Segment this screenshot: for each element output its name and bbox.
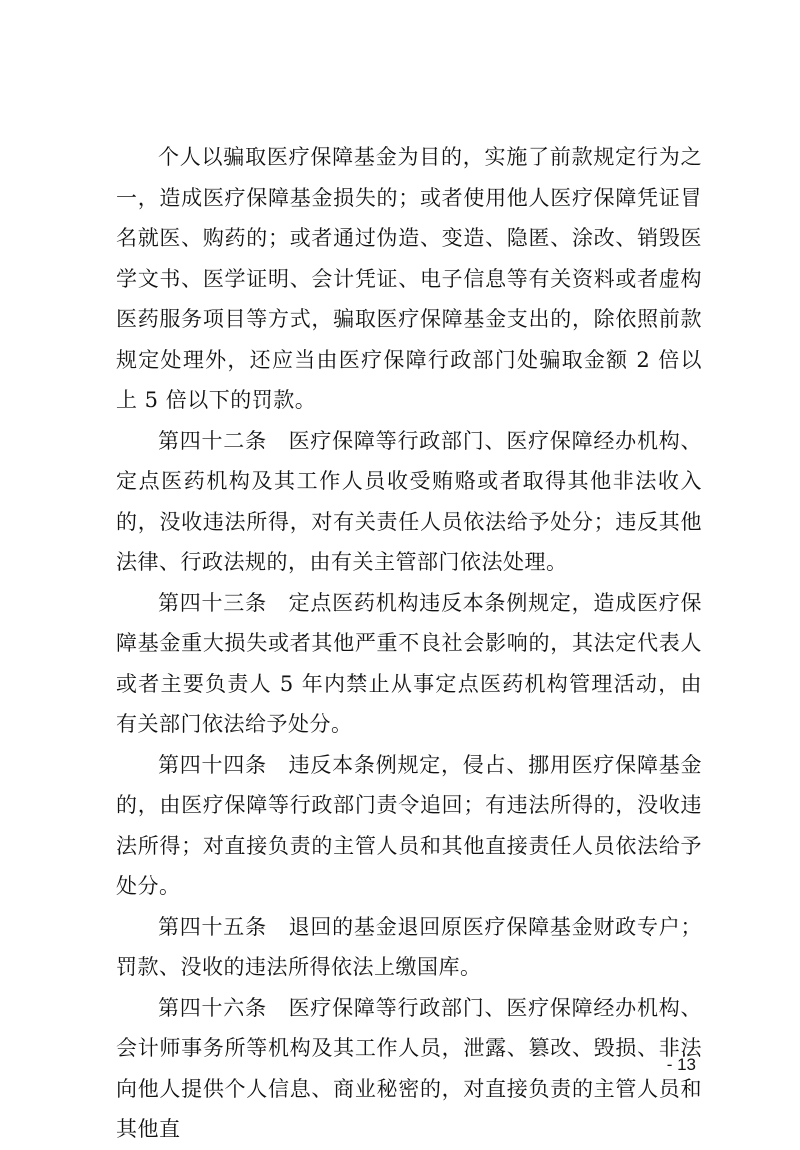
paragraph-fraud-penalty: 个人以骗取医疗保障基金为目的，实施了前款规定行为之一，造成医疗保障基金损失的；或者使用他人医疗保障凭证冒名就医、购药的；或者通过伪造、变造、隐匿、涂改、销毁医学文书、医学证明、会计凭证、电子信息等有关资料或者虚构医药服务项目等方式，骗取医疗保障基金支出的，除依照前款规定处理外，还应当由医疗保障行政部门处骗取金额 2 倍以上 5 倍以下的罚款。 (116, 145, 702, 412)
paragraph-article-46: 第四十六条 医疗保障等行政部门、医疗保障经办机构、会计师事务所等机构及其工作人员，泄露、篡改、毁损、非法向他人提供个人信息、商业秘密的，对直接负责的主管人员和其他直 (116, 995, 702, 1141)
paragraph-article-45: 第四十五条 退回的基金退回原医疗保障基金财政专户；罚款、没收的违法所得依法上缴国库。 (116, 914, 702, 979)
paragraph-article-43: 第四十三条 定点医药机构违反本条例规定，造成医疗保障基金重大损失或者其他严重不良社会影响的，其法定代表人或者主要负责人 5 年内禁止从事定点医药机构管理活动，由有关部门依法给予处分。 (116, 590, 702, 736)
paragraph-article-42: 第四十二条 医疗保障等行政部门、医疗保障经办机构、定点医药机构及其工作人员收受贿赂或者取得其他非法收入的，没收违法所得，对有关责任人员依法给予处分；违反其他法律、行政法规的，由有关主管部门依法处理。 (116, 428, 702, 574)
page-number: - 13 (666, 1055, 696, 1074)
paragraph-article-44: 第四十四条 违反本条例规定，侵占、挪用医疗保障基金的，由医疗保障等行政部门责令追回；有违法所得的，没收违法所得；对直接负责的主管人员和其他直接责任人员依法给予处分。 (116, 752, 702, 898)
document-body (116, 137, 702, 1150)
